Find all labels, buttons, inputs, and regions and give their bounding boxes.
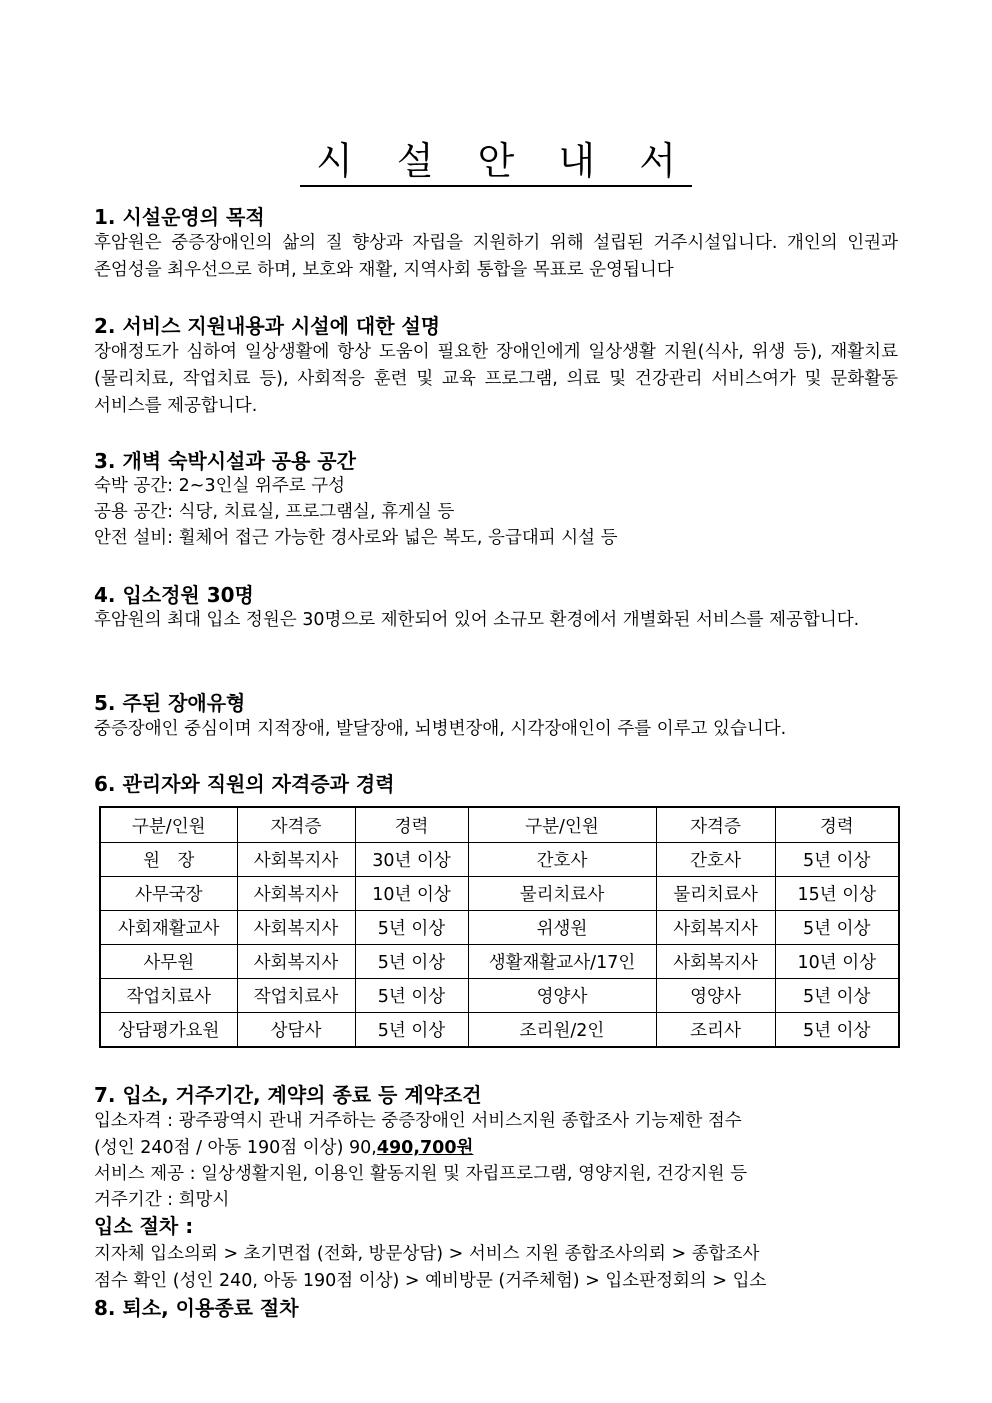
table-cell: 사회복지사 xyxy=(237,843,355,877)
table-row xyxy=(100,945,899,979)
section-5-body: 중증장애인 중심이며 지적장애, 발달장애, 뇌병변장애, 시각장애인이 주를 이루고 있습니다. xyxy=(94,719,787,739)
table-cell: 위생원 xyxy=(468,911,656,945)
table-cell: 사회복지사 xyxy=(656,945,775,979)
table-cell: 사무국장 xyxy=(100,877,237,911)
table-row xyxy=(100,911,899,945)
table-cell: 5년 이상 xyxy=(355,911,468,945)
table-cell: 사회복지사 xyxy=(237,911,355,945)
column-header: 경력 xyxy=(355,807,468,843)
table-cell: 5년 이상 xyxy=(775,911,899,945)
table-cell: 10년 이상 xyxy=(775,945,899,979)
table-row xyxy=(100,979,899,1013)
qualification-score-text: (성인 240점 / 아동 190점 이상) 90, xyxy=(94,1138,377,1158)
section-3-line: 안전 설비: 휠체어 접근 가능한 경사로와 넓은 복도, 응급대피 시설 등 xyxy=(94,528,618,548)
table-cell: 5년 이상 xyxy=(355,1013,468,1048)
section-1-heading: 1. 시설운영의 목적 xyxy=(94,205,265,229)
section-3-line: 숙박 공간: 2~3인실 위주로 구성 xyxy=(94,476,346,496)
section-7-heading: 7. 입소, 거주기간, 계약의 종료 등 계약조건 xyxy=(94,1083,482,1107)
table-cell: 15년 이상 xyxy=(775,877,899,911)
document-title-text: 시 설 안 내 서 xyxy=(300,139,692,187)
section-2-body: 장애정도가 심하여 일상생활에 항상 도움이 필요한 장애인에게 일상생활 지원(식사, 위생 등), 재활치료(물리치료, 작업치료 등), 사회적응 훈련 및 교육 프로그램, 의료 및 건강관리 서비스여가 및 문화활동 서비스를 제공합니다. xyxy=(94,342,898,416)
table-cell: 조리사 xyxy=(656,1013,775,1048)
table-cell: 사회복지사 xyxy=(237,877,355,911)
section-2-heading: 2. 서비스 지원내용과 시설에 대한 설명 xyxy=(94,314,441,338)
table-cell: 사무원 xyxy=(100,945,237,979)
staff-table xyxy=(99,806,900,1048)
table-cell: 작업치료사 xyxy=(237,979,355,1013)
section-1-body: 후암원은 중증장애인의 삶의 질 향상과 자립을 지원하기 위해 설립된 거주시설입니다. 개인의 인권과 존엄성을 최우선으로 하며, 보호와 재활, 지역사회 통합을 목표로 운영됩니다 xyxy=(94,233,898,280)
column-header: 경력 xyxy=(775,807,899,843)
section-3-heading: 3. 개벽 숙박시설과 공용 공간 xyxy=(94,449,356,473)
table-cell: 원 장 xyxy=(100,843,237,877)
table-cell: 간호사 xyxy=(656,843,775,877)
column-header: 구분/인원 xyxy=(468,807,656,843)
table-cell: 작업치료사 xyxy=(100,979,237,1013)
table-cell: 상담평가요원 xyxy=(100,1013,237,1048)
table-cell: 5년 이상 xyxy=(775,979,899,1013)
table-row xyxy=(100,877,899,911)
section-4-heading: 4. 입소정원 30명 xyxy=(94,583,254,607)
section-5-heading: 5. 주된 장애유형 xyxy=(94,691,246,715)
section-7-qualification-line: 입소자격 : 광주광역시 관내 거주하는 중증장애인 서비스지원 종합조사 기능제한 점수 xyxy=(94,1111,742,1131)
table-cell: 영양사 xyxy=(468,979,656,1013)
table-cell: 5년 이상 xyxy=(775,843,899,877)
table-cell: 5년 이상 xyxy=(775,1013,899,1048)
section-6-heading: 6. 관리자와 직원의 자격증과 경력 xyxy=(94,772,395,796)
section-7-service-line: 서비스 제공 : 일상생활지원, 이용인 활동지원 및 자립프로그램, 영양지원, 건강지원 등 xyxy=(94,1164,747,1184)
admission-procedure-line: 점수 확인 (성인 240, 아동 190점 이상) > 예비방문 (거주체험) > 입소판정회의 > 입소 xyxy=(94,1271,767,1291)
table-cell: 사회복지사 xyxy=(656,911,775,945)
table-row xyxy=(100,1013,899,1048)
table-cell: 상담사 xyxy=(237,1013,355,1048)
column-header: 자격증 xyxy=(237,807,355,843)
table-cell: 5년 이상 xyxy=(355,945,468,979)
table-cell: 5년 이상 xyxy=(355,979,468,1013)
column-header: 구분/인원 xyxy=(100,807,237,843)
table-cell: 간호사 xyxy=(468,843,656,877)
section-7-period-line: 거주기간 : 희망시 xyxy=(94,1190,230,1210)
section-4-body: 후암원의 최대 입소 정원은 30명으로 제한되어 있어 소규모 환경에서 개별화된 서비스를 제공합니다. xyxy=(94,610,860,630)
table-row xyxy=(100,843,899,877)
admission-procedure-heading: 입소 절차 : xyxy=(94,1214,194,1238)
table-cell: 10년 이상 xyxy=(355,877,468,911)
table-cell: 물리치료사 xyxy=(468,877,656,911)
document-title xyxy=(94,138,898,184)
table-cell: 30년 이상 xyxy=(355,843,468,877)
table-cell: 사회재활교사 xyxy=(100,911,237,945)
table-cell: 생활재활교사/17인 xyxy=(468,945,656,979)
section-7-qualification-score xyxy=(94,1135,473,1162)
table-cell: 사회복지사 xyxy=(237,945,355,979)
staff-table-header-row xyxy=(100,807,899,843)
table-cell: 영양사 xyxy=(656,979,775,1013)
column-header: 자격증 xyxy=(656,807,775,843)
section-3-line: 공용 공간: 식당, 치료실, 프로그램실, 휴게실 등 xyxy=(94,502,455,522)
qualification-amount: 490,700원 xyxy=(376,1138,474,1158)
table-cell: 조리원/2인 xyxy=(468,1013,656,1048)
section-8-heading: 8. 퇴소, 이용종료 절차 xyxy=(94,1296,299,1320)
table-cell: 물리치료사 xyxy=(656,877,775,911)
admission-procedure-line: 지자체 입소의뢰 > 초기면접 (전화, 방문상담) > 서비스 지원 종합조사의뢰 > 종합조사 xyxy=(94,1244,760,1264)
